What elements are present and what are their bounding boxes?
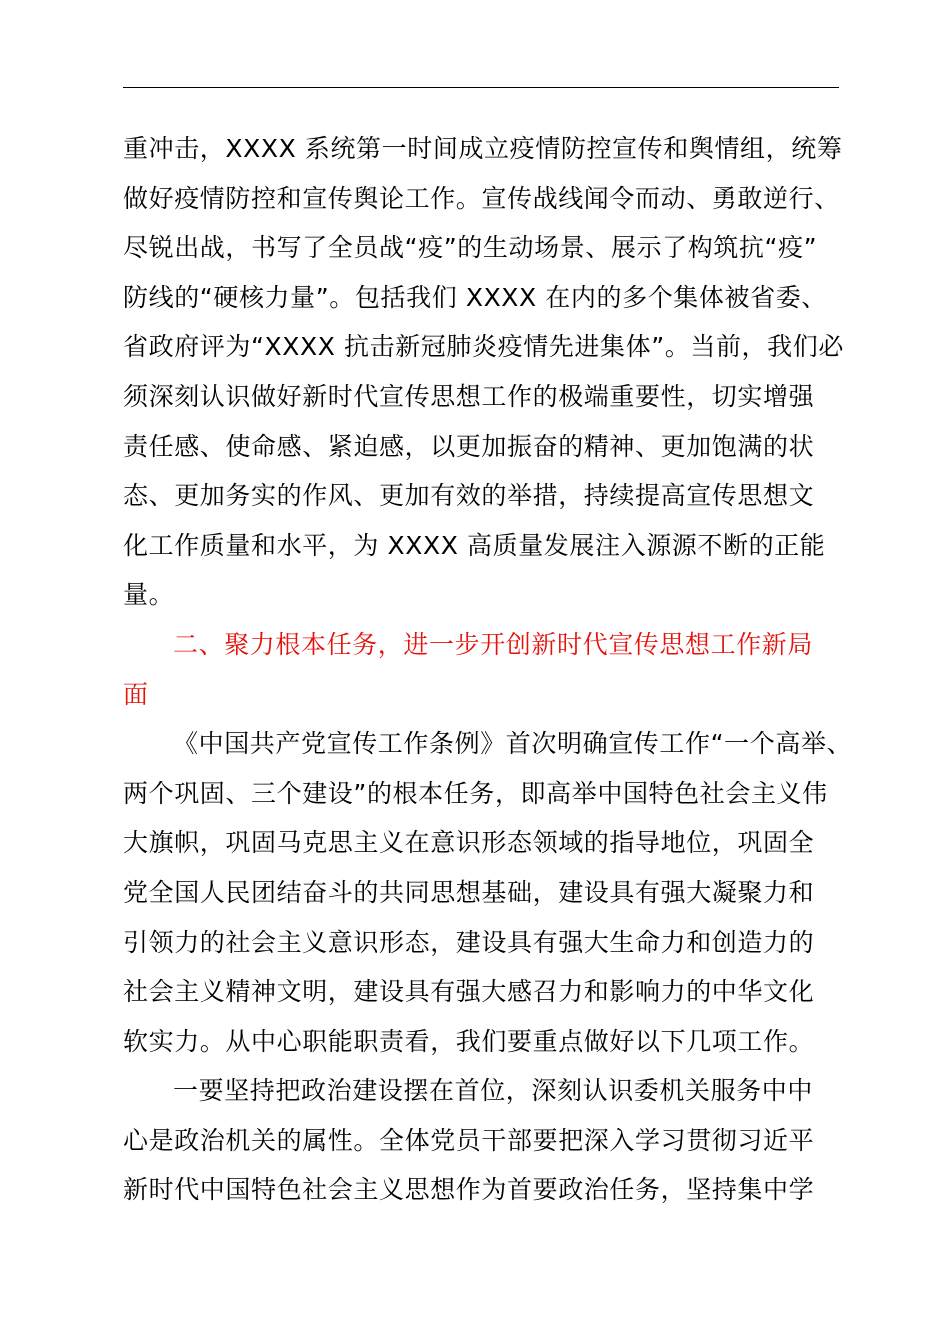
text-line: 量。 [123, 580, 175, 610]
text-line: 心是政治机关的属性。全体党员干部要把深入学习贯彻习近平 [123, 1125, 815, 1155]
text-line: 态、更加务实的作风、更加有效的举措，持续提高宣传思想文 [123, 481, 815, 511]
text-line: 尽锐出战，书写了全员战“疫”的生动场景、展示了构筑抗“疫” [123, 233, 818, 263]
section-heading-continuation: 面 [123, 679, 149, 709]
text-line: 软实力。从中心职能职责看，我们要重点做好以下几项工作。 [123, 1026, 815, 1056]
header-rule [123, 87, 839, 88]
document-body [123, 124, 853, 1215]
text-line: 防线的“硬核力量”。包括我们 XXXX 在内的多个集体被省委、 [123, 282, 827, 312]
text-line: 党全国人民团结奋斗的共同思想基础，建设具有强大凝聚力和 [123, 877, 815, 907]
text-line: 两个巩固、三个建设”的根本任务，即高举中国特色社会主义伟 [123, 778, 828, 808]
text-line: 省政府评为“XXXX 抗击新冠肺炎疫情先进集体”。当前，我们必 [123, 332, 844, 362]
text-line: 社会主义精神文明，建设具有强大感召力和影响力的中华文化 [123, 977, 815, 1007]
text-line: 新时代中国特色社会主义思想作为首要政治任务，坚持集中学 [123, 1175, 815, 1205]
text-line: 做好疫情防控和宣传舆论工作。宣传战线闻令而动、勇敢逆行、 [123, 183, 840, 213]
paragraph-first-line: 《中国共产党宣传工作条例》首次明确宣传工作“一个高举、 [173, 729, 853, 759]
text-line: 大旗帜，巩固马克思主义在意识形态领域的指导地位，巩固全 [123, 828, 815, 858]
paragraph-first-line: 一要坚持把政治建设摆在首位，深刻认识委机关服务中中 [173, 1076, 814, 1106]
text-line: 须深刻认识做好新时代宣传思想工作的极端重要性，切实增强 [123, 381, 815, 411]
text-line: 责任感、使命感、紧迫感，以更加振奋的精神、更加饱满的状 [123, 431, 815, 461]
text-line: 化工作质量和水平，为 XXXX 高质量发展注入源源不断的正能 [123, 530, 826, 560]
text-line: 引领力的社会主义意识形态，建设具有强大生命力和创造力的 [123, 927, 815, 957]
text-line: 重冲击，XXXX 系统第一时间成立疫情防控宣传和舆情组，统筹 [123, 134, 843, 163]
section-heading: 二、聚力根本任务，进一步开创新时代宣传思想工作新局 [173, 629, 814, 659]
